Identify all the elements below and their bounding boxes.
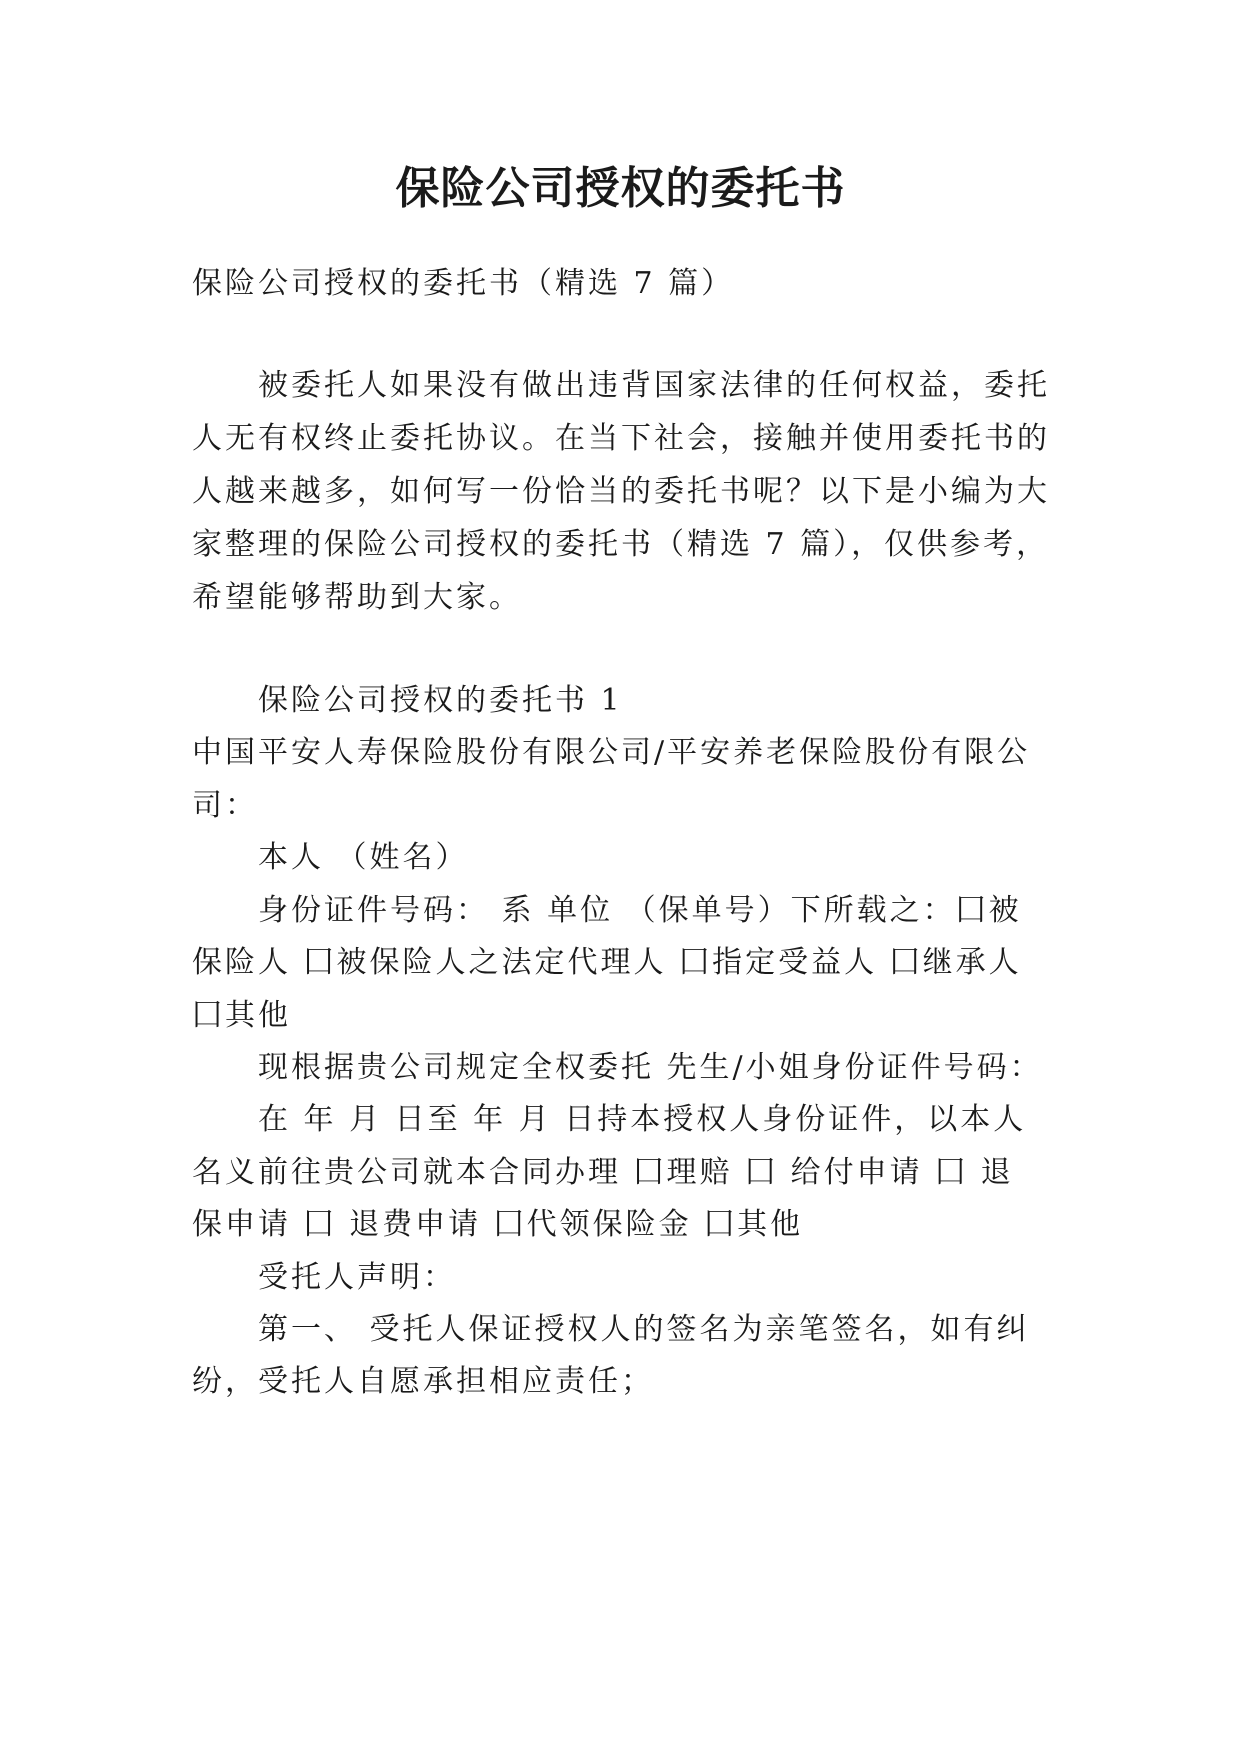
body-line: 保险人 囗被保险人之法定代理人 囗指定受益人 囗继承人: [192, 945, 1022, 980]
body-line: 本人 （姓名）: [258, 840, 469, 875]
body-line: 囗其他: [192, 998, 291, 1033]
intro-line: 家整理的保险公司授权的委托书（精选 7 篇），仅供参考，: [192, 527, 1050, 562]
body-line: 司：: [192, 788, 258, 823]
document-subtitle: 保险公司授权的委托书（精选 7 篇）: [192, 266, 735, 301]
intro-line: 希望能够帮助到大家。: [192, 580, 522, 615]
page-title: 保险公司授权的委托书: [395, 163, 846, 214]
section-heading: 保险公司授权的委托书 1: [258, 683, 623, 718]
intro-line: 人越来越多，如何写一份恰当的委托书呢？以下是小编为大: [192, 474, 1050, 509]
intro-line: 人无有权终止委托协议。在当下社会，接触并使用委托书的: [192, 421, 1050, 456]
body-line: 保申请 囗 退费申请 囗代领保险金 囗其他: [192, 1207, 804, 1242]
body-line: 身份证件号码： 系 单位 （保单号）下所载之：囗被: [258, 893, 1022, 928]
body-line: 纷，受托人自愿承担相应责任；: [192, 1364, 654, 1399]
body-line: 中国平安人寿保险股份有限公司/平安养老保险股份有限公: [192, 735, 1031, 770]
body-line: 受托人声明：: [258, 1260, 456, 1295]
body-line: 在 年 月 日至 年 月 日持本授权人身份证件，以本人: [258, 1102, 1027, 1137]
body-line: 第一、 受托人保证授权人的签名为亲笔签名，如有纠: [258, 1312, 1030, 1347]
body-line: 现根据贵公司规定全权委托 先生/小姐身份证件号码：: [258, 1050, 1043, 1085]
intro-line: 被委托人如果没有做出违背国家法律的任何权益，委托: [258, 368, 1050, 403]
body-line: 名义前往贵公司就本合同办理 囗理赔 囗 给付申请 囗 退: [192, 1155, 1014, 1190]
